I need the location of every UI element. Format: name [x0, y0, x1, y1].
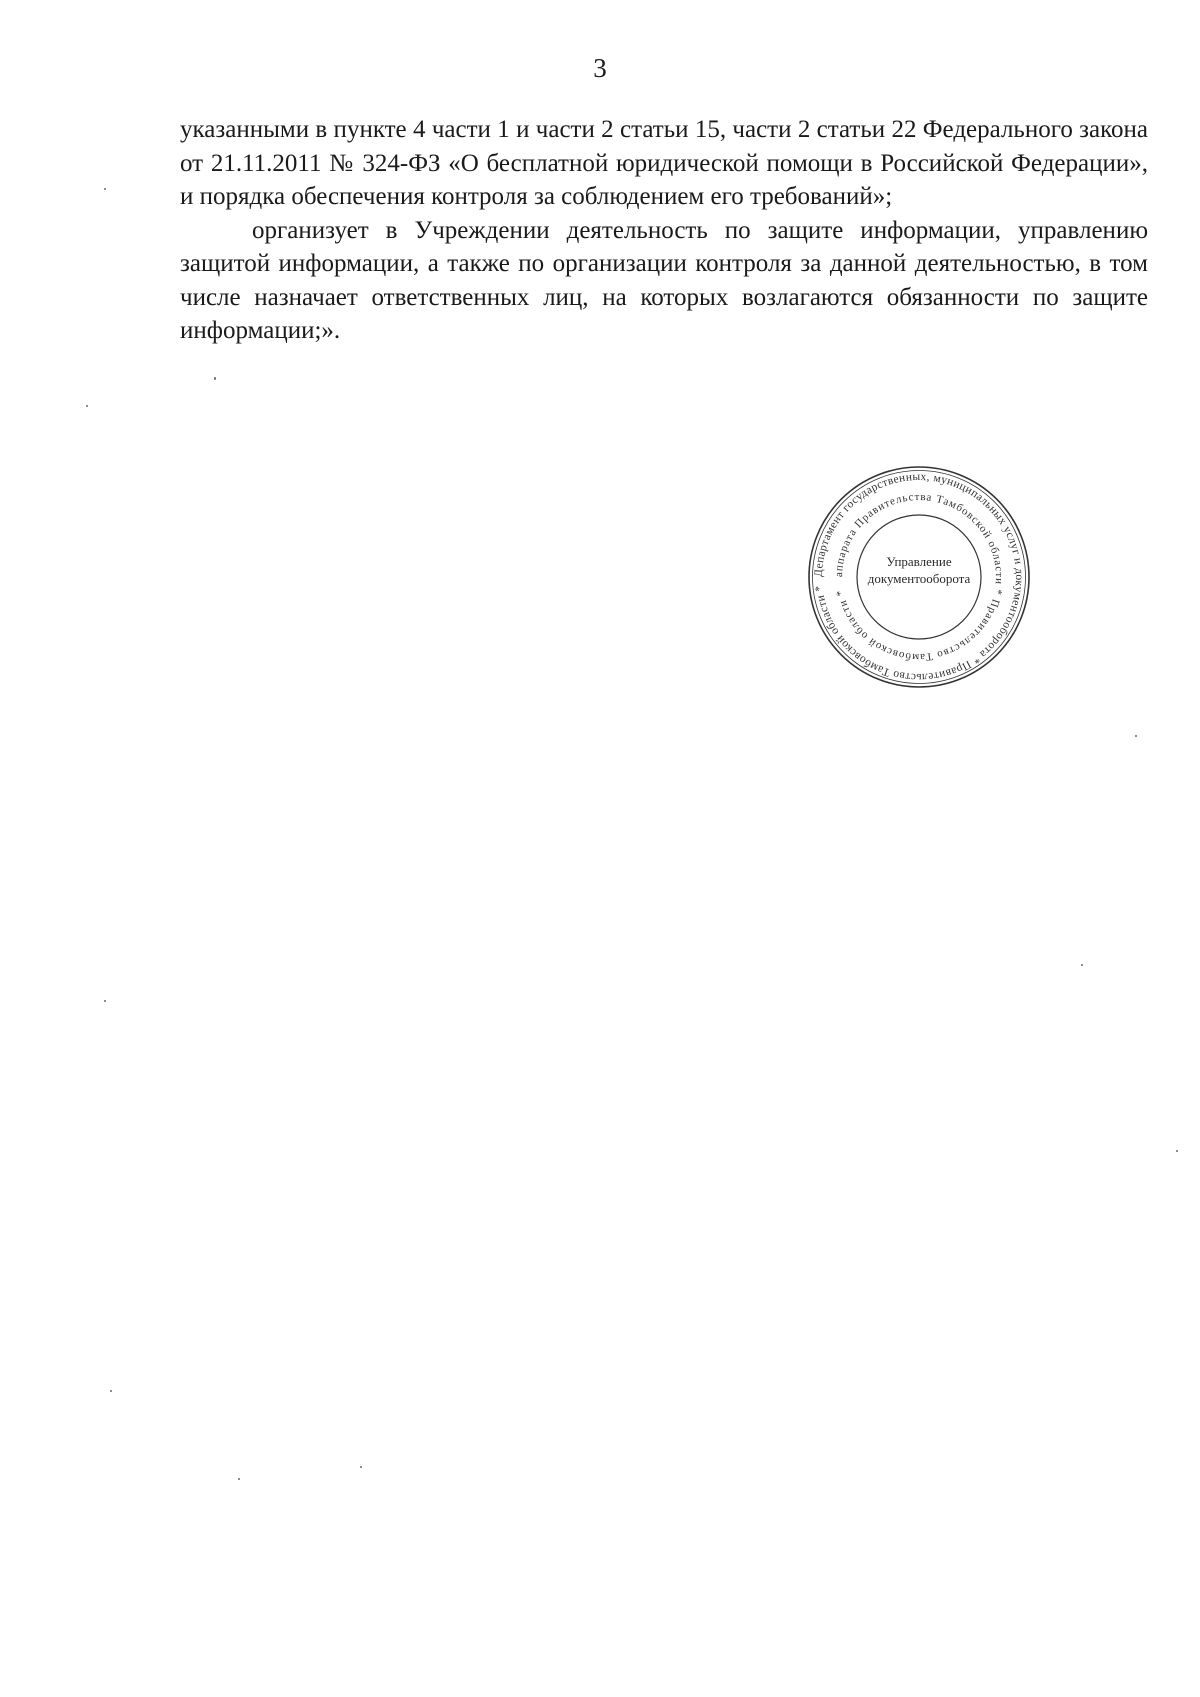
- scan-speck: [104, 1000, 106, 1002]
- scan-speck: [1176, 1150, 1178, 1152]
- scan-speck: [214, 377, 216, 380]
- seal-inner-ring-text: аппарата Правительства Тамбовской области * Правительство Тамбовской области *: [832, 490, 1006, 664]
- paragraph-1: указанными в пункте 4 части 1 и части 2 статьи 15, части 2 статьи 22 Федерального закона от 21.11.2011 № 324-ФЗ «О бесплатной юридической помощи в Российской Федерации», и порядка обеспечения контроля за соблюдением его требований»;: [180, 116, 1148, 210]
- scan-speck: [1081, 964, 1083, 966]
- scan-speck: [360, 1466, 362, 1468]
- seal-outer-ring-text: Департамент государственных, муниципальных услуг и документооборота * Правительство Тамбовской области *: [812, 470, 1026, 684]
- seal-center-text: [806, 553, 1032, 587]
- scan-speck: [1135, 735, 1137, 737]
- scan-speck: [110, 1390, 112, 1392]
- page-number: 3: [593, 53, 607, 83]
- seal-center-line-2: документооборота: [867, 571, 971, 586]
- seal-center-line-1: Управление: [886, 554, 952, 569]
- paragraph-2: организует в Учреждении деятельность по защите информации, управлению защитой информации, а также по организации контроля за данной деятельностью, в том числе назначает ответственных лиц, на которых возлагаются обязанности по защите информации;».: [180, 216, 1148, 344]
- scan-speck: [238, 1478, 240, 1480]
- scan-speck: [86, 405, 88, 407]
- scan-speck: [104, 188, 106, 190]
- official-seal: [806, 464, 1032, 690]
- body-text: [180, 113, 1148, 348]
